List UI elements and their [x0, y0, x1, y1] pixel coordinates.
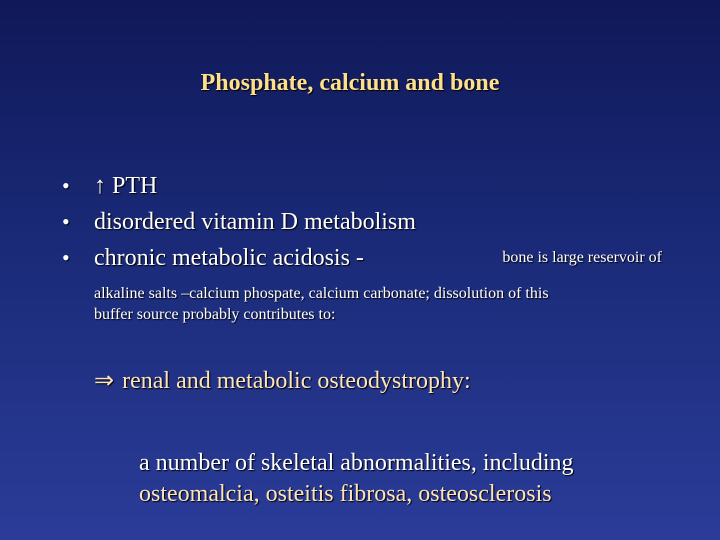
bullet-text: PTH — [112, 173, 158, 199]
continuation-line-2: buffer source probably contributes to: — [94, 306, 336, 323]
implies-text: renal and metabolic osteodystrophy: — [122, 368, 471, 394]
description — [139, 448, 574, 510]
description-line-1: a number of skeletal abnormalities, including — [139, 450, 574, 476]
bullet-text-tail: bone is large reservoir of — [502, 249, 662, 266]
bullet-marker: • — [62, 209, 70, 234]
bullet-item-vitamin-d — [62, 204, 662, 240]
bullet-item-pth — [62, 168, 662, 204]
bullet-text: chronic metabolic acidosis - — [94, 245, 364, 271]
bullet-marker: • — [62, 173, 70, 198]
continuation-line-1: alkaline salts –calcium phospate, calcium carbonate; dissolution of this — [94, 285, 549, 302]
implies-statement — [94, 366, 471, 395]
implies-arrow-icon: ⇒ — [94, 368, 115, 394]
bullet-marker: • — [62, 245, 70, 270]
up-arrow-icon: ↑ — [94, 173, 106, 199]
bullet-continuation — [94, 283, 664, 325]
bullet-text: disordered vitamin D metabolism — [94, 209, 416, 235]
bullet-text-row — [94, 240, 662, 276]
bullet-list — [62, 168, 662, 276]
slide-title: Phosphate, calcium and bone — [200, 70, 500, 96]
description-line-2: osteomalcia, osteitis fibrosa, osteosclerosis — [139, 481, 552, 507]
bullet-item-acidosis — [62, 240, 662, 276]
